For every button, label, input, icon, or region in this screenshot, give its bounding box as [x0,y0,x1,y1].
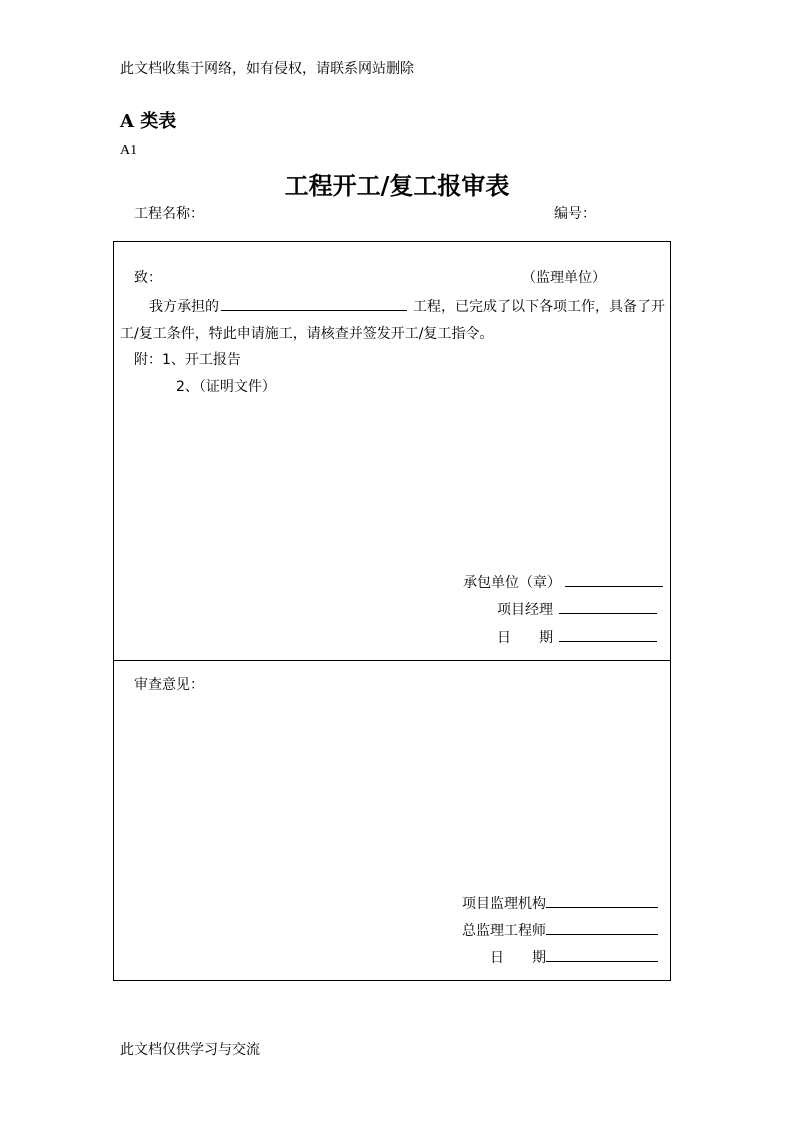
attachments-label: 附：1、开工报告 [134,352,241,368]
application-date-label: 日 期 [497,630,553,646]
category-title: A 类表 [120,111,177,132]
body-prefix: 我方承担的 [149,299,219,315]
body-suffix: 工程，已完成了以下各项工作，具备了开 [413,299,665,315]
chief-engineer-signature [462,920,658,940]
opinion-label: 审查意见： [134,677,204,693]
application-body-line2: 工/复工条件，特此申请施工，请核查并签发开工/复工指令。 [120,326,494,342]
contractor-blank[interactable] [565,572,663,587]
footer-note: 此文档仅供学习与交流 [120,1042,260,1058]
supervision-org-label: 项目监理机构 [462,896,546,912]
header-note: 此文档收集于网络，如有侵权，请联系网站删除 [120,61,414,77]
number-label: 编号： [554,206,596,222]
application-body-line1 [149,296,665,316]
to-label: 致： [134,270,162,286]
section-divider [114,660,670,661]
chief-engineer-blank[interactable] [546,920,658,935]
review-date [490,947,658,967]
form-code: A1 [120,143,138,158]
supervisor-unit-label: （监理单位） [522,270,606,286]
project-manager-blank[interactable] [559,599,657,614]
form-title: 工程开工/复工报审表 [284,171,510,200]
contractor-signature [463,572,663,592]
project-name-label: 工程名称： [134,206,204,222]
contractor-label: 承包单位（章） [463,575,561,591]
project-manager-signature [497,599,657,619]
application-date [497,627,657,647]
attachment-2: 2、（证明文件） [176,379,276,395]
application-date-blank[interactable] [559,627,657,642]
chief-engineer-label: 总监理工程师 [462,923,546,939]
supervision-org-signature [462,893,658,913]
project-manager-label: 项目经理 [497,602,553,618]
supervision-org-blank[interactable] [546,893,658,908]
review-date-label: 日 期 [490,950,546,966]
form-table [113,241,671,981]
project-blank-line[interactable] [221,296,407,311]
review-date-blank[interactable] [546,947,658,962]
